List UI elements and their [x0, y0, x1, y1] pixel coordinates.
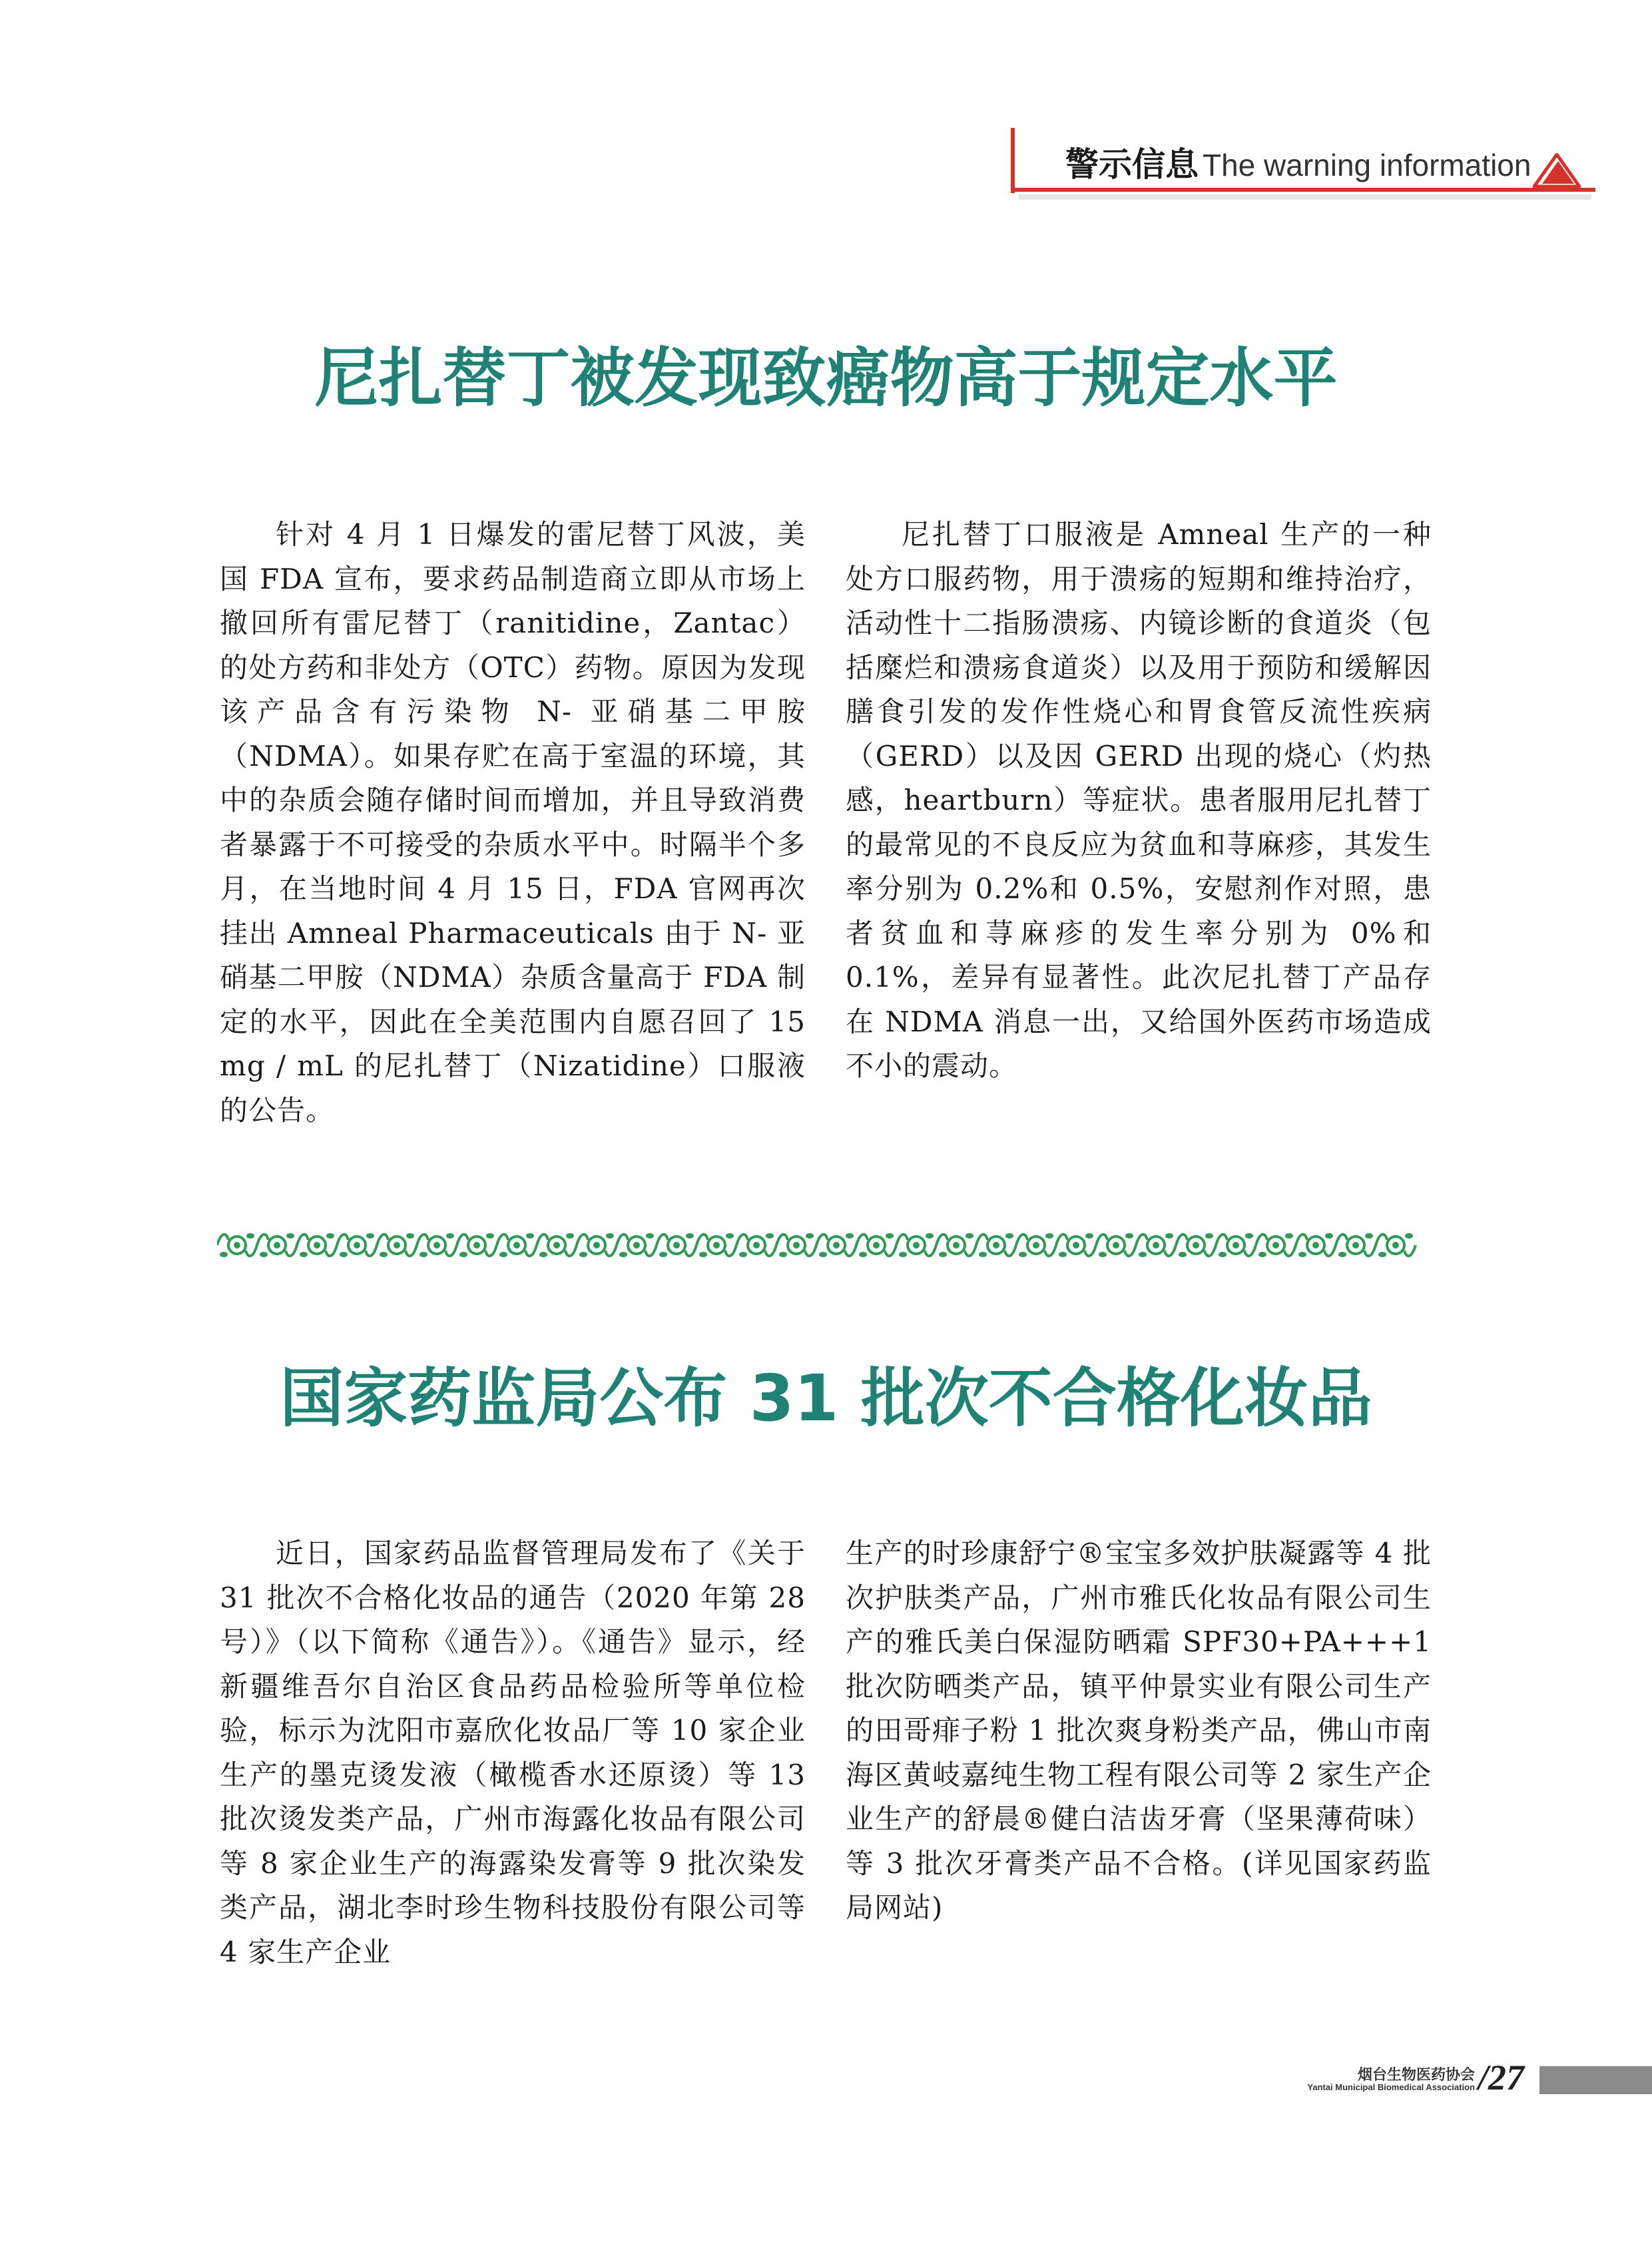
ornament-motif: [337, 1233, 377, 1257]
header-accent-vertical-line: [1011, 128, 1015, 193]
article-2-column-1: [220, 1532, 806, 1974]
page-footer: [1307, 2058, 1652, 2103]
ornament-motif: [377, 1233, 417, 1257]
ornament-motif: [1016, 1233, 1056, 1257]
ornament-motif: [537, 1233, 577, 1257]
ornament-motif: [617, 1233, 657, 1257]
article-2-column-2: [846, 1532, 1432, 1930]
ornament-motif: [257, 1233, 297, 1257]
section-header-cn: 警示信息: [1065, 145, 1199, 184]
article-1-column-1: [220, 513, 806, 1133]
ornament-motif: [1296, 1233, 1336, 1257]
ornament-motif: [1256, 1233, 1296, 1257]
ornament-motif: [776, 1233, 816, 1257]
floral-ornament-divider: [217, 1225, 1433, 1265]
ornament-motif: [1096, 1233, 1136, 1257]
ornament-motif: [1176, 1233, 1216, 1257]
article-2-paragraph-2: 生产的时珍康舒宁®宝宝多效护肤凝露等 4 批次护肤类产品，广州市雅氏化妆品有限公司生产的雅氏美白保湿防晒霜 SPF30+PA+++1 批次防晒类产品，镇平仲景实业有限公司生产的田哥痱子粉 1 批次爽身粉类产品，佛山市南海区黄岐嘉纯生物工程有限公司等 2 家生产企业生产的舒晨®健白洁齿牙膏（坚果薄荷味）等 3 批次牙膏类产品不合格。(详见国家药监局网站): [846, 1537, 1432, 1924]
article-2-paragraph-1: 近日，国家药品监督管理局发布了《关于 31 批次不合格化妆品的通告（2020 年第 28 号）》（以下简称《通告》）。《通告》显示，经新疆维吾尔自治区食品药品检验所等单位检验，标示为沈阳市嘉欣化妆品厂等 10 家企业生产的墨克烫发液（橄榄香水还原烫）等 13 批次烫发类产品，广州市海露化妆品有限公司等 8 家企业生产的海露染发膏等 9 批次染发类产品，湖北李时珍生物科技股份有限公司等 4 家生产企业: [220, 1537, 806, 1968]
ornament-motif: [736, 1233, 776, 1257]
header-triangle-icon: [1533, 153, 1581, 188]
section-header-en: The warning information: [1203, 148, 1531, 182]
ornament-motif: [497, 1233, 537, 1257]
ornament-motif: [896, 1233, 936, 1257]
article-2-title: 国家药监局公布 31 批次不合格化妆品: [280, 1361, 1372, 1436]
ornament-motif: [217, 1233, 257, 1257]
ornament-motif: [1056, 1233, 1096, 1257]
ornament-motif: [856, 1233, 896, 1257]
ornament-motif: [1336, 1233, 1376, 1257]
ornament-motif: [976, 1233, 1016, 1257]
ornament-motif: [1136, 1233, 1176, 1257]
ornament-motif: [657, 1233, 696, 1257]
ornament-motif: [696, 1233, 736, 1257]
header-accent-horizontal-line: [1011, 188, 1595, 192]
ornament-motif: [417, 1233, 457, 1257]
article-1-paragraph-2: 尼扎替丁口服液是 Amneal 生产的一种处方口服药物，用于溃疡的短期和维持治疗，活动性十二指肠溃疡、内镜诊断的食道炎（包括糜烂和溃疡食道炎）以及用于预防和缓解因膳食引发的发作性烧心和胃食管反流性疾病（GERD）以及因 GERD 出现的烧心（灼热感，heartburn）等症状。患者服用尼扎替丁的最常见的不良反应为贫血和荨麻疹，其发生率分别为 0.2%和 0.5%，安慰剂作对照，患者贫血和荨麻疹的发生率分别为 0%和 0.1%，差异有显著性。此次尼扎替丁产品存在 NDMA 消息一出，又给国外医药市场造成不小的震动。: [846, 518, 1432, 1082]
footer-org-en: Yantai Municipal Biomedical Association: [1307, 2082, 1475, 2092]
ornament-motif: [577, 1233, 617, 1257]
ornament-motif: [457, 1233, 497, 1257]
footer-org-cn: 烟台生物医药协会: [1357, 2067, 1475, 2084]
ornament-motif: [816, 1233, 856, 1257]
page-number: /27: [1478, 2058, 1525, 2098]
article-1-column-2: [846, 513, 1432, 1089]
article-1-title: 尼扎替丁被发现致癌物高于规定水平: [314, 341, 1338, 416]
section-header: [1065, 141, 1531, 188]
footer-gray-bar: [1539, 2066, 1652, 2094]
ornament-motif: [1376, 1233, 1416, 1257]
ornament-motif: [1216, 1233, 1256, 1257]
ornament-motif: [936, 1233, 976, 1257]
header-shadow-bar: [1019, 194, 1591, 200]
article-1-paragraph-1: 针对 4 月 1 日爆发的雷尼替丁风波，美国 FDA 宣布，要求药品制造商立即从市场上撤回所有雷尼替丁（ranitidine，Zantac）的处方药和非处方（OTC）药物。原因为发现该产品含有污染物 N- 亚硝基二甲胺（NDMA）。如果存贮在高于室温的环境，其中的杂质会随存储时间而增加，并且导致消费者暴露于不可接受的杂质水平中。时隔半个多月，在当地时间 4 月 15 日，FDA 官网再次挂出 Amneal Pharmaceuticals 由于 N- 亚硝基二甲胺（NDMA）杂质含量高于 FDA 制定的水平，因此在全美范围内自愿召回了 15 mg / mL 的尼扎替丁（Nizatidine）口服液的公告。: [220, 518, 806, 1127]
ornament-motif: [297, 1233, 337, 1257]
